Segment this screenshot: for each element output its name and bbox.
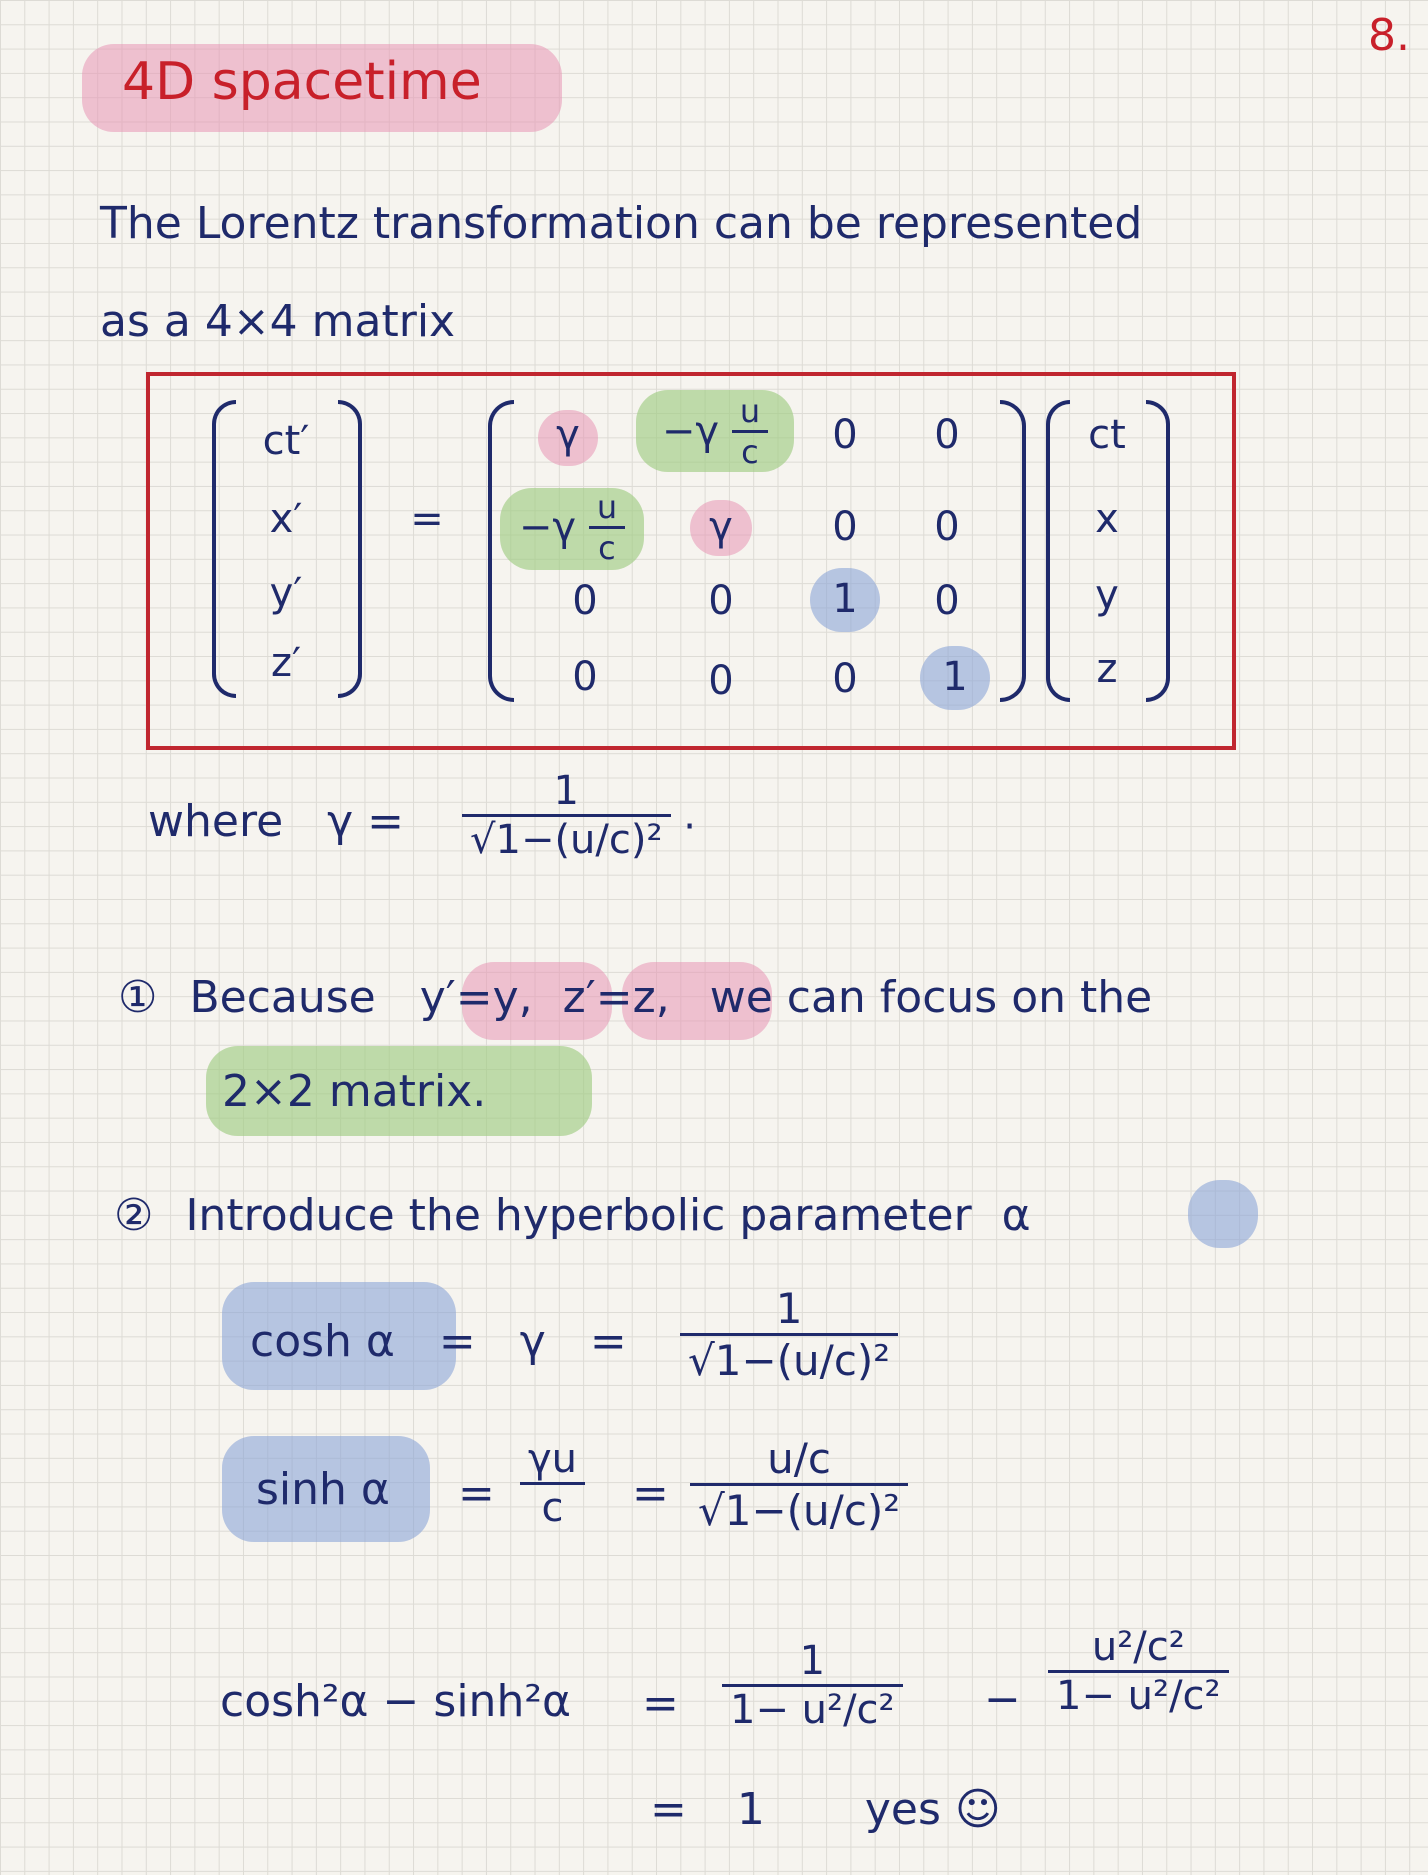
rhs-x: x — [1095, 496, 1119, 542]
cosh-lhs: cosh α — [250, 1316, 395, 1367]
rhs-z: z — [1096, 646, 1118, 692]
m22: γ — [709, 504, 733, 550]
cosh-frac-den: √1−(u/c)² — [688, 1336, 891, 1385]
m31: 0 — [572, 578, 598, 624]
page-title: 4D spacetime — [122, 52, 482, 112]
equals-sign: = — [410, 496, 444, 542]
gamma-period: . — [683, 792, 696, 839]
sinh-eq1: = — [458, 1468, 495, 1519]
sinh-mid-num: γu — [528, 1436, 578, 1482]
lhs-ct: ct′ — [262, 418, 310, 464]
matrix-bracket-right — [1000, 400, 1026, 702]
cosh-gamma: γ — [519, 1316, 546, 1367]
sinh-frac-den: √1−(u/c)² — [698, 1486, 901, 1535]
alpha-highlight — [1188, 1180, 1258, 1248]
step1-matrix-text: 2×2 matrix. — [222, 1066, 487, 1117]
identity-lhs: cosh²α − sinh²α — [220, 1676, 571, 1727]
identity-frac-2-num: u²/c² — [1091, 1624, 1185, 1670]
rhs-y: y — [1095, 572, 1119, 618]
m12 — [636, 392, 794, 471]
page-number: 8. — [1368, 10, 1410, 61]
sinh-mid-frac — [520, 1436, 585, 1531]
identity-result: 1 — [736, 1784, 765, 1835]
m12-frac-den: c — [741, 433, 759, 471]
step1-z-eq: z′=z, — [562, 972, 670, 1023]
sinh-frac — [690, 1434, 908, 1535]
sinh-mid-den: c — [541, 1485, 564, 1531]
m43: 0 — [832, 656, 858, 702]
where-word: where — [148, 796, 284, 847]
cosh-line — [250, 1316, 627, 1367]
m32: 0 — [708, 578, 734, 624]
step2-marker: ② — [114, 1190, 154, 1241]
cosh-fraction — [680, 1284, 898, 1385]
identity-comment: yes ☺ — [864, 1784, 1001, 1835]
identity-frac-2-den: 1− u²/c² — [1056, 1673, 1221, 1719]
m12-coef: −γ — [661, 408, 720, 455]
sinh-fraction — [690, 1434, 908, 1535]
m21-frac-den: c — [598, 529, 616, 567]
lhs-bracket-left — [212, 400, 236, 698]
cosh-eq2: = — [589, 1316, 627, 1367]
m21-frac-num: u — [596, 488, 618, 526]
m33: 1 — [832, 576, 858, 622]
m13: 0 — [832, 412, 858, 458]
identity-fraction-1 — [722, 1638, 903, 1733]
gamma-frac-den: √1−(u/c)² — [470, 817, 663, 863]
m41: 0 — [572, 654, 598, 700]
m14: 0 — [934, 412, 960, 458]
identity-result-line — [650, 1784, 1001, 1835]
gamma-frac-num: 1 — [553, 768, 579, 814]
m12-frac — [732, 392, 768, 471]
cosh-eq1: = — [438, 1316, 476, 1367]
sinh-frac-num: u/c — [767, 1434, 832, 1483]
m21-coef: −γ — [518, 504, 577, 551]
sinh-eq2: = — [632, 1468, 669, 1519]
where-label — [148, 796, 404, 847]
m12-frac-num: u — [739, 392, 761, 430]
step1-text-a: Because — [189, 972, 376, 1023]
step1-y-eq: y′=y, — [419, 972, 533, 1023]
step2-line — [114, 1190, 1031, 1241]
m21 — [500, 488, 644, 567]
step2-alpha: α — [1001, 1190, 1031, 1241]
rhs-ct: ct — [1088, 412, 1126, 458]
gamma-fraction — [462, 768, 696, 863]
m44: 1 — [942, 654, 968, 700]
identity-eq: = — [642, 1678, 679, 1729]
identity-frac-1-num: 1 — [799, 1638, 826, 1684]
cosh-frac-num: 1 — [775, 1284, 803, 1333]
step1-line — [118, 972, 1152, 1023]
identity-frac-1 — [722, 1638, 903, 1733]
step1-marker: ① — [118, 972, 158, 1023]
m34: 0 — [934, 578, 960, 624]
m24: 0 — [934, 504, 960, 550]
lhs-bracket-right — [338, 400, 362, 698]
identity-eq2: = — [650, 1784, 687, 1835]
where-gamma: γ = — [327, 796, 405, 847]
m42: 0 — [708, 658, 734, 704]
identity-fraction-2 — [1048, 1624, 1229, 1719]
lhs-y: y′ — [269, 570, 303, 616]
rhs-bracket-right — [1146, 400, 1170, 702]
lhs-z: z′ — [270, 640, 302, 686]
step1-text-b: we can focus on the — [709, 972, 1153, 1023]
sinh-lhs: sinh α — [256, 1464, 390, 1515]
step2-text: Introduce the hyperbolic parameter — [185, 1190, 972, 1241]
identity-frac-2 — [1048, 1624, 1229, 1719]
sinh-mid-fraction — [520, 1436, 585, 1531]
m21-frac — [589, 488, 625, 567]
cosh-frac — [680, 1284, 898, 1385]
intro-line-2: as a 4×4 matrix — [100, 296, 456, 347]
intro-line-1: The Lorentz transformation can be represented — [100, 198, 1143, 249]
m23: 0 — [832, 504, 858, 550]
lhs-x: x′ — [269, 496, 303, 542]
identity-minus: − — [984, 1674, 1021, 1725]
m11: γ — [556, 412, 580, 458]
gamma-frac — [462, 768, 671, 863]
identity-frac-1-den: 1− u²/c² — [730, 1687, 895, 1733]
